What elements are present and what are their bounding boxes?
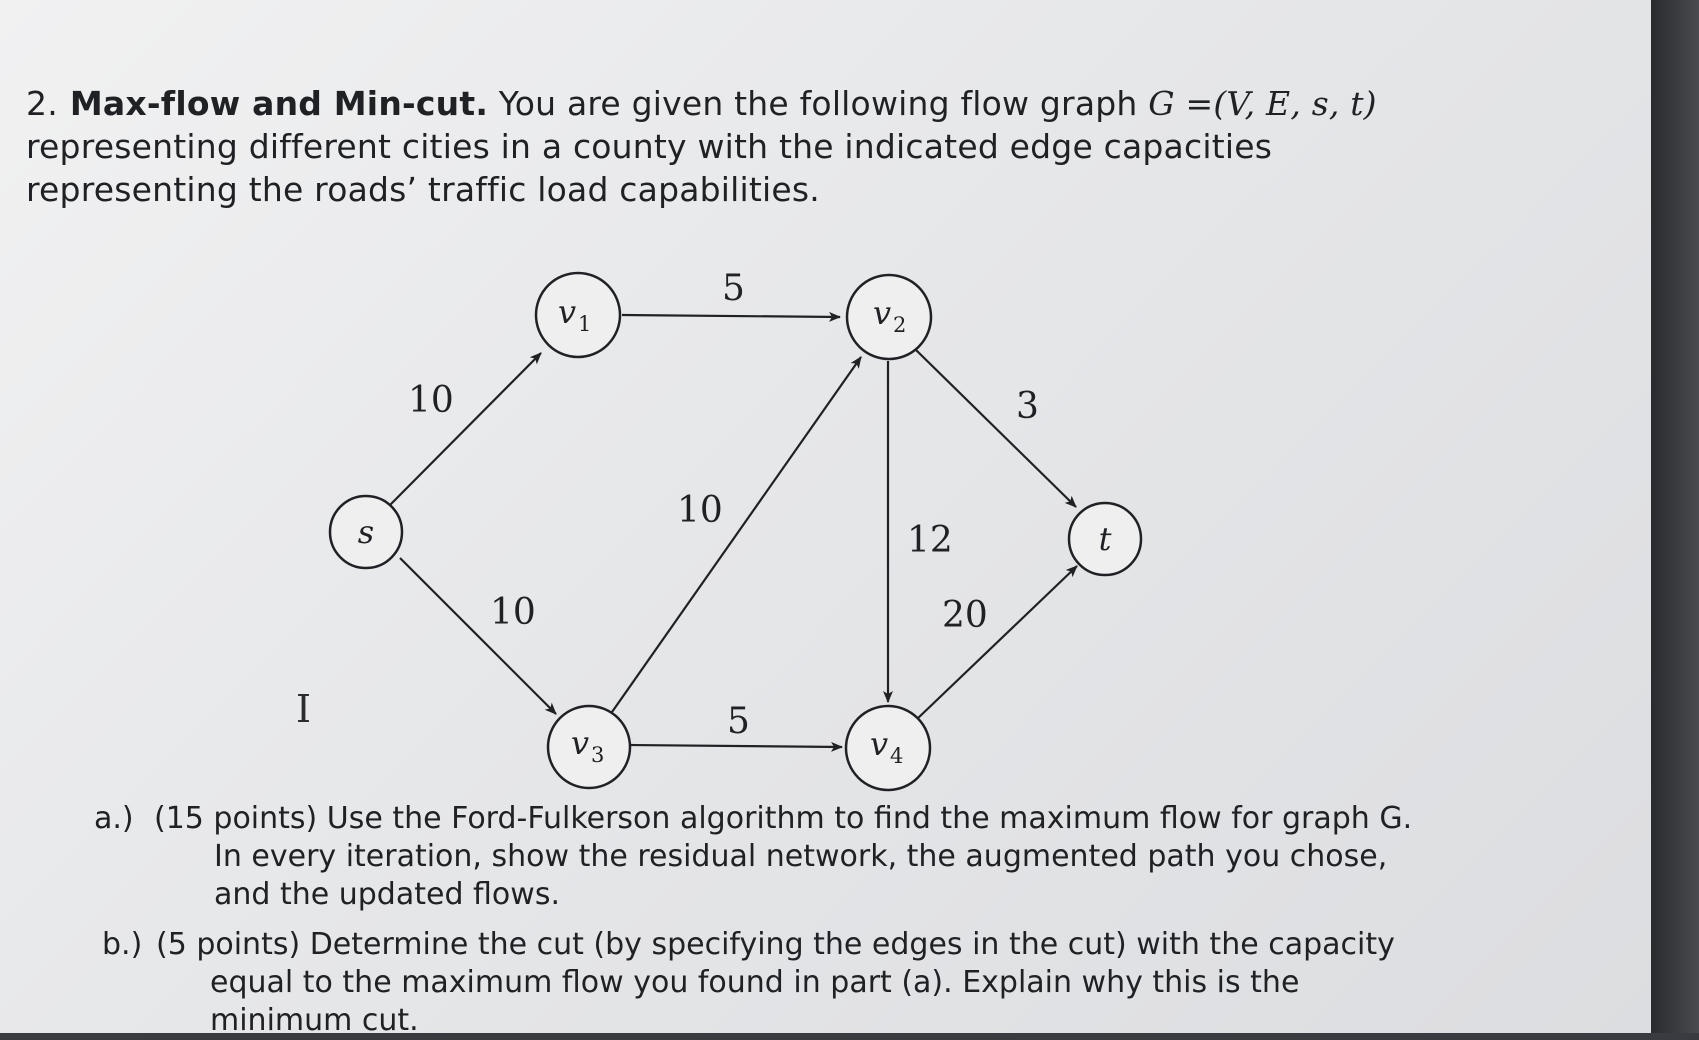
text-cursor-icon: I xyxy=(296,687,312,731)
node-v2-label: v xyxy=(873,294,892,332)
question-a-text: (15 points) Use the Ford-Fulkerson algorithm to find the maximum flow for graph G. In every iteration, show the residual network, the augmented path you chose, and the updated flows. xyxy=(154,801,1413,912)
capacity-v2-t: 3 xyxy=(1016,386,1039,427)
question-b-text: (5 points) Determine the cut (by specifying the edges in the cut) with the capacity equal to the maximum flow you found in part (a). Explain why this is the minimum cut. xyxy=(156,927,1395,1038)
problem-intro: You are given the following flow graph xyxy=(498,84,1138,123)
problem-body: representing different cities in a county with the indicated edge capacities representing the roads’ traffic load capabilities. xyxy=(26,127,1273,209)
node-t-label: t xyxy=(1098,520,1112,558)
edge-s-v1 xyxy=(390,353,541,505)
node-v2 xyxy=(847,275,931,359)
node-s-label: s xyxy=(357,513,375,551)
question-b xyxy=(102,926,1422,1040)
capacity-v3-v2: 10 xyxy=(677,490,723,531)
node-v4-subscript: 4 xyxy=(890,744,904,768)
edge-v2-t xyxy=(916,350,1076,507)
node-v3-subscript: 3 xyxy=(591,743,605,767)
node-v1-label: v xyxy=(558,293,577,331)
capacity-v4-t: 20 xyxy=(942,595,988,636)
capacity-v3-v4: 5 xyxy=(727,701,750,742)
graph-notation: G =(V, E, s, t) xyxy=(1148,84,1377,123)
question-a-label: a.) xyxy=(94,801,134,836)
capacity-s-v1: 10 xyxy=(408,380,454,421)
node-s xyxy=(330,496,402,568)
node-v4 xyxy=(846,706,930,790)
capacity-v1-v2: 5 xyxy=(722,268,745,309)
edge-v3-v2 xyxy=(612,357,861,712)
question-a xyxy=(94,800,1424,914)
edge-v3-v4 xyxy=(630,745,842,747)
node-v3-label: v xyxy=(571,724,590,762)
edge-v4-t xyxy=(916,566,1077,720)
capacity-s-v3: 10 xyxy=(490,592,536,633)
problem-number: 2. xyxy=(26,84,58,123)
node-v3 xyxy=(548,706,630,788)
node-v1 xyxy=(536,273,620,357)
node-t xyxy=(1069,503,1141,575)
node-v2-subscript: 2 xyxy=(893,313,907,337)
capacity-v2-v4: 12 xyxy=(907,520,953,561)
node-v1-subscript: 1 xyxy=(578,312,592,336)
edge-v1-v2 xyxy=(622,315,840,317)
problem-title: Max-flow and Min-cut. xyxy=(69,84,489,123)
node-v4-label: v xyxy=(870,725,889,763)
edge-s-v3 xyxy=(400,558,556,714)
question-b-label: b.) xyxy=(102,927,143,962)
